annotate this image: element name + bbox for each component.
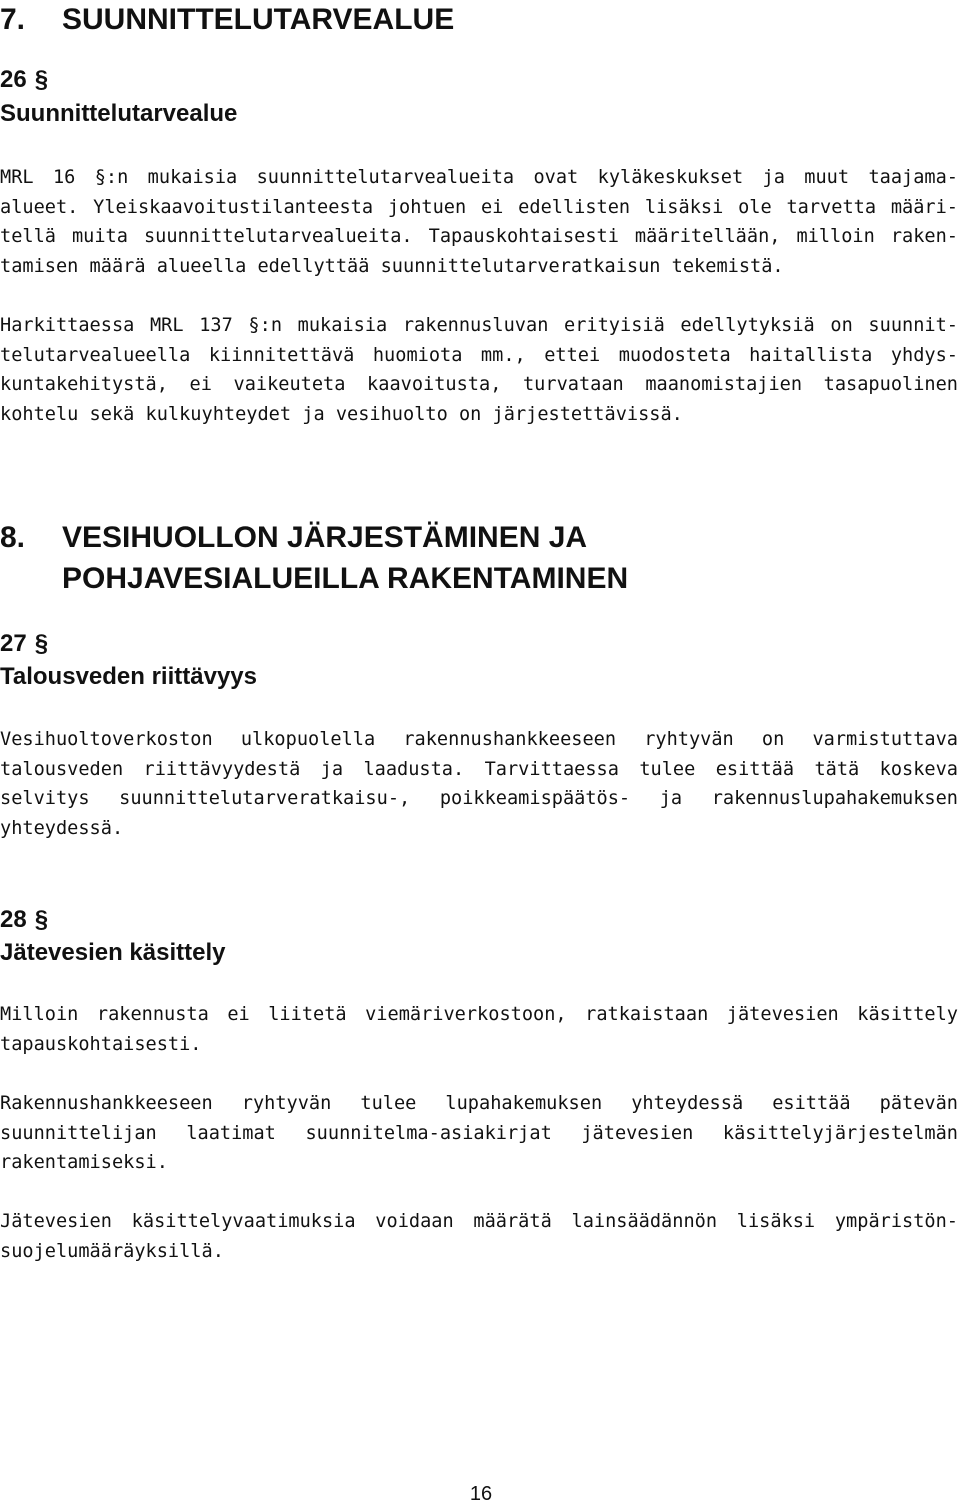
paragraph-line: MRL 16 §:n mukaisia suunnittelutarvealueita ovat kyläkeskukset ja muut taajama- — [0, 167, 958, 188]
chapter-heading — [0, 0, 960, 39]
section-number-value: 27 — [0, 630, 27, 657]
paragraph-line: alueet. Yleiskaavoitustilanteesta johtuen ei edellisten lisäksi ole tarvetta määri- — [0, 196, 958, 218]
paragraph-line: telutarvealueella kiinnitettävä huomiota mm., ettei muodosteta haitallista yhdys- — [0, 344, 958, 366]
section-title: Jätevesien käsittely — [0, 939, 226, 966]
section-sign: § — [34, 906, 49, 933]
section-title: Talousveden riittävyys — [0, 663, 257, 690]
paragraph — [0, 725, 958, 843]
paragraph-line: suojelumääräyksillä. — [0, 1240, 224, 1262]
paragraph-line: yhteydessä. — [0, 817, 124, 839]
paragraph-line: Jätevesien käsittelyvaatimuksia voidaan määrätä lainsäädännön lisäksi ympäristön- — [0, 1211, 958, 1232]
page-number: 16 — [469, 1483, 493, 1505]
paragraph — [0, 1207, 958, 1266]
paragraph-line: Vesihuoltoverkoston ulkopuolella rakennushankkeeseen ryhtyvän on varmistuttava — [0, 729, 958, 750]
section-sign: § — [34, 630, 49, 657]
section-number — [0, 65, 48, 95]
chapter-number: 7. — [0, 3, 26, 36]
paragraph-line: suunnittelijan laatimat suunnitelma-asiakirjat jätevesien käsittelyjärjestelmän — [0, 1122, 958, 1144]
section-number — [0, 629, 48, 659]
chapter-title: SUUNNITTELUTARVEALUE — [62, 3, 455, 36]
paragraph-line: Milloin rakennusta ei liitetä viemäriverkostoon, ratkaistaan jätevesien käsittely — [0, 1004, 958, 1025]
paragraph-line: tellä muita suunnittelutarvealueita. Tapauskohtaisesti määritellään, milloin raken- — [0, 226, 958, 247]
paragraph — [0, 1000, 958, 1059]
section-number-value: 26 — [0, 66, 27, 93]
paragraph — [0, 311, 958, 429]
paragraph-line: rakentamiseksi. — [0, 1152, 168, 1173]
paragraph-line: tamisen määrä alueella edellyttää suunnittelutarveratkaisun tekemistä. — [0, 255, 784, 277]
paragraph-line: Harkittaessa MRL 137 §:n mukaisia rakennusluvan erityisiä edellytyksiä on suunnit- — [0, 315, 958, 336]
chapter-heading — [0, 518, 960, 598]
chapter-title-line: VESIHUOLLON JÄRJESTÄMINEN JA — [62, 521, 588, 554]
paragraph-line: Rakennushankkeeseen ryhtyvän tulee lupahakemuksen yhteydessä esittää pätevän — [0, 1093, 958, 1114]
chapter-title-line: POHJAVESIALUEILLA RAKENTAMINEN — [62, 562, 629, 595]
paragraph-line: tapauskohtaisesti. — [0, 1033, 202, 1055]
section-sign: § — [34, 66, 49, 93]
paragraph-line: selvitys suunnittelutarveratkaisu-, poikkeamispäätös- ja rakennuslupahakemuksen — [0, 788, 958, 809]
paragraph — [0, 1089, 958, 1178]
chapter-number: 8. — [0, 521, 26, 554]
paragraph-line: talousveden riittävyydestä ja laadusta. Tarvittaessa tulee esittää tätä koskeva — [0, 758, 958, 780]
section-number-value: 28 — [0, 906, 27, 933]
section-number — [0, 905, 48, 935]
paragraph — [0, 163, 958, 281]
paragraph-line: kuntakehitystä, ei vaikeuteta kaavoitusta, turvataan maanomistajien tasapuolinen — [0, 374, 958, 395]
section-title: Suunnittelutarvealue — [0, 100, 238, 127]
paragraph-line: kohtelu sekä kulkuyhteydet ja vesihuolto on järjestettävissä. — [0, 403, 683, 425]
